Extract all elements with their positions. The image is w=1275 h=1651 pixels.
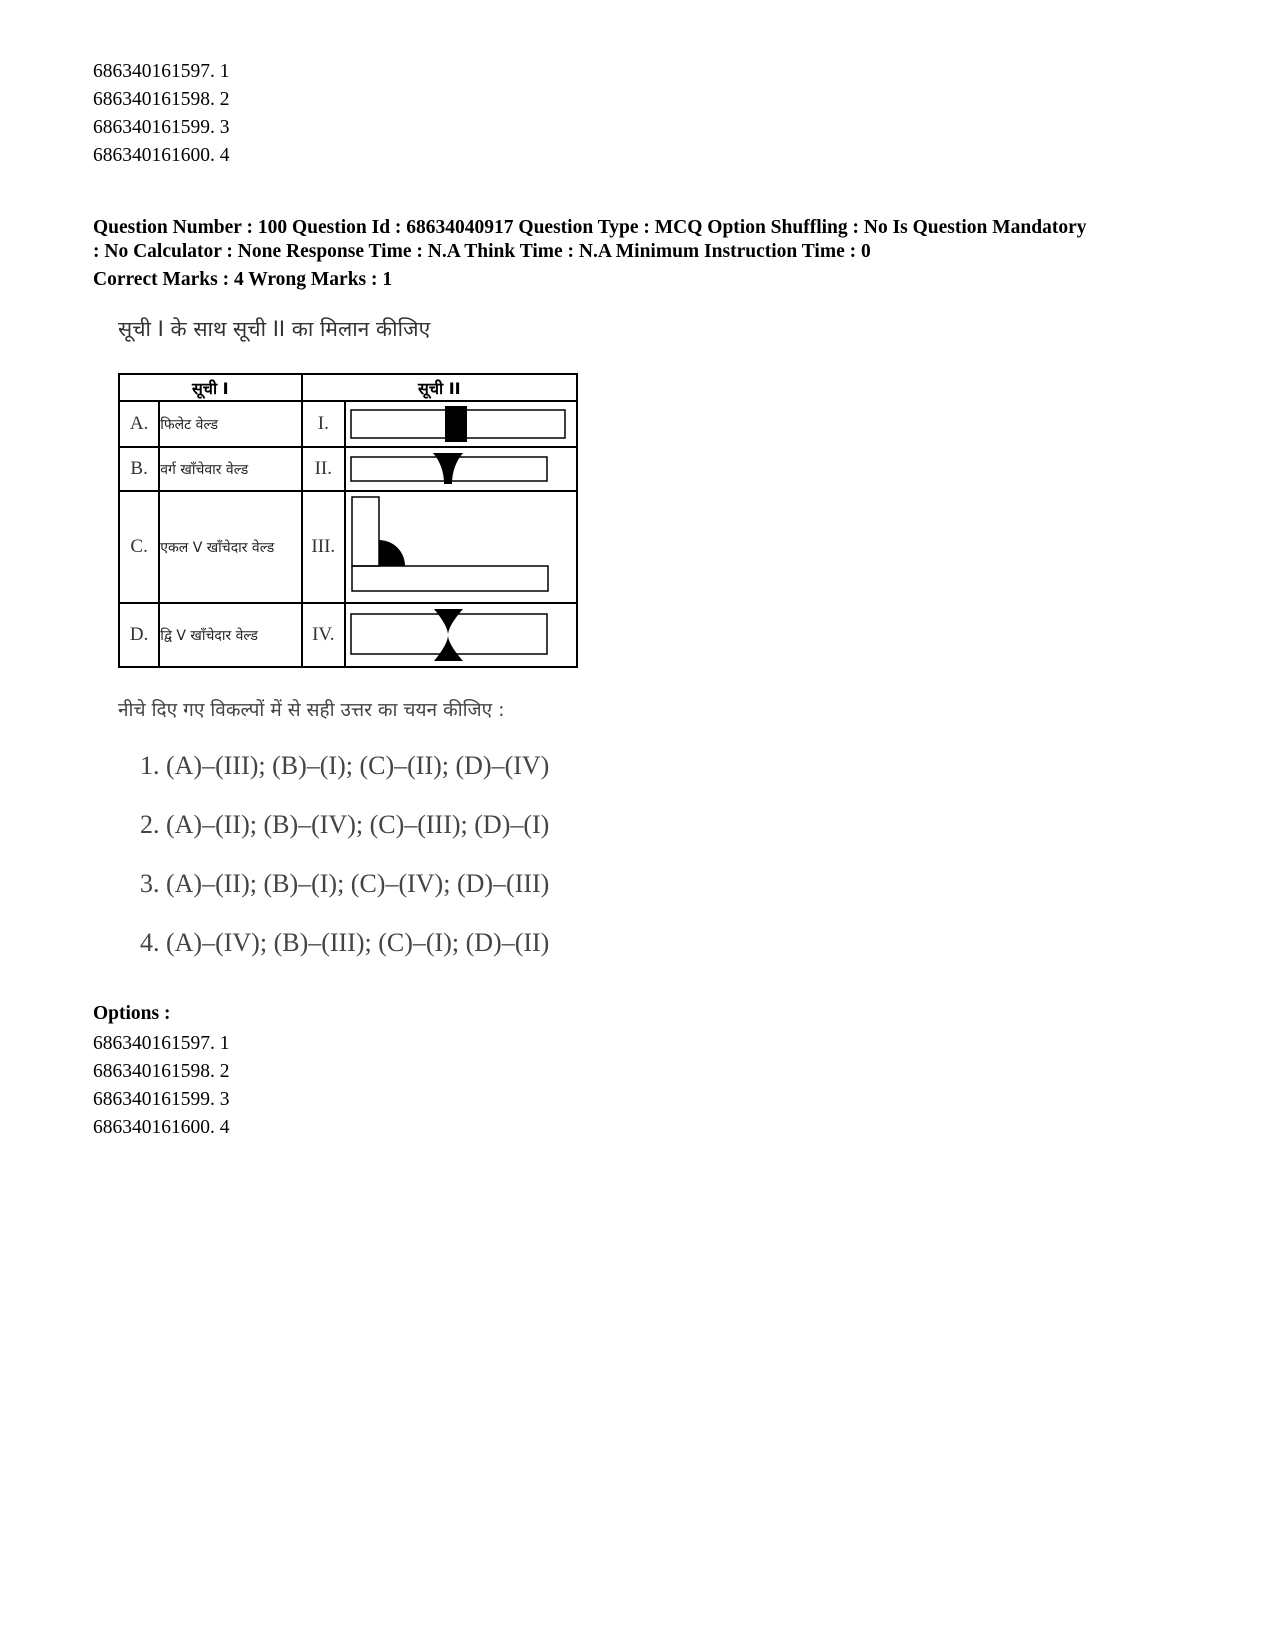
weld-figure-double-v bbox=[345, 603, 577, 667]
question-marks: Correct Marks : 4 Wrong Marks : 1 bbox=[93, 269, 393, 290]
question-body bbox=[118, 315, 678, 984]
option-item: 686340161598. 2 bbox=[93, 1061, 230, 1082]
weld-figure-single-v bbox=[345, 447, 577, 491]
answer-choice: 3. (A)–(II); (B)–(I); (C)–(IV); (D)–(III) bbox=[140, 869, 550, 898]
question-meta bbox=[93, 216, 1203, 264]
row-roman: III. bbox=[302, 491, 345, 603]
row-letter: C. bbox=[119, 491, 159, 603]
list-2-header: सूची II bbox=[302, 374, 577, 401]
question-meta-line1: Question Number : 100 Question Id : 68634040917 Question Type : MCQ Option Shuffling : No Is Question Mandatory bbox=[93, 217, 1087, 238]
weld-name: एकल V खाँचेदार वेल्ड bbox=[159, 491, 301, 603]
question-meta-line2: : No Calculator : None Response Time : N.A Think Time : N.A Minimum Instruction Time : 0 bbox=[93, 241, 871, 262]
weld-name: द्वि V खाँचेदार वेल्ड bbox=[159, 603, 301, 667]
previous-option: 686340161598. 2 bbox=[93, 89, 230, 110]
select-instruction: नीचे दिए गए विकल्पों में से सही उत्तर का चयन कीजिए : bbox=[118, 699, 505, 721]
row-letter: B. bbox=[119, 447, 159, 491]
previous-option: 686340161600. 4 bbox=[93, 145, 230, 166]
row-letter: A. bbox=[119, 401, 159, 447]
row-roman: II. bbox=[302, 447, 345, 491]
weld-figure-square-butt bbox=[345, 401, 577, 447]
option-item: 686340161597. 1 bbox=[93, 1033, 230, 1054]
option-item: 686340161599. 3 bbox=[93, 1089, 230, 1110]
row-letter: D. bbox=[119, 603, 159, 667]
weld-figure-fillet bbox=[345, 491, 577, 603]
question-instruction: सूची I के साथ सूची II का मिलान कीजिए bbox=[118, 317, 431, 341]
answer-choice: 2. (A)–(II); (B)–(IV); (C)–(III); (D)–(I) bbox=[140, 810, 550, 839]
answer-choice: 4. (A)–(IV); (B)–(III); (C)–(I); (D)–(II) bbox=[140, 928, 550, 957]
answer-choice: 1. (A)–(III); (B)–(I); (C)–(II); (D)–(IV) bbox=[140, 751, 550, 780]
weld-name: वर्ग खाँचेवार वेल्ड bbox=[159, 447, 301, 491]
option-item: 686340161600. 4 bbox=[93, 1117, 230, 1138]
row-roman: IV. bbox=[302, 603, 345, 667]
list-1-header: सूची I bbox=[119, 374, 302, 401]
options-list bbox=[93, 1030, 230, 1142]
match-table bbox=[118, 373, 578, 668]
previous-option: 686340161597. 1 bbox=[93, 61, 230, 82]
row-roman: I. bbox=[302, 401, 345, 447]
weld-name: फिलेट वेल्ड bbox=[159, 401, 301, 447]
previous-options-list bbox=[93, 58, 230, 170]
previous-option: 686340161599. 3 bbox=[93, 117, 230, 138]
options-title: Options : bbox=[93, 1003, 171, 1024]
